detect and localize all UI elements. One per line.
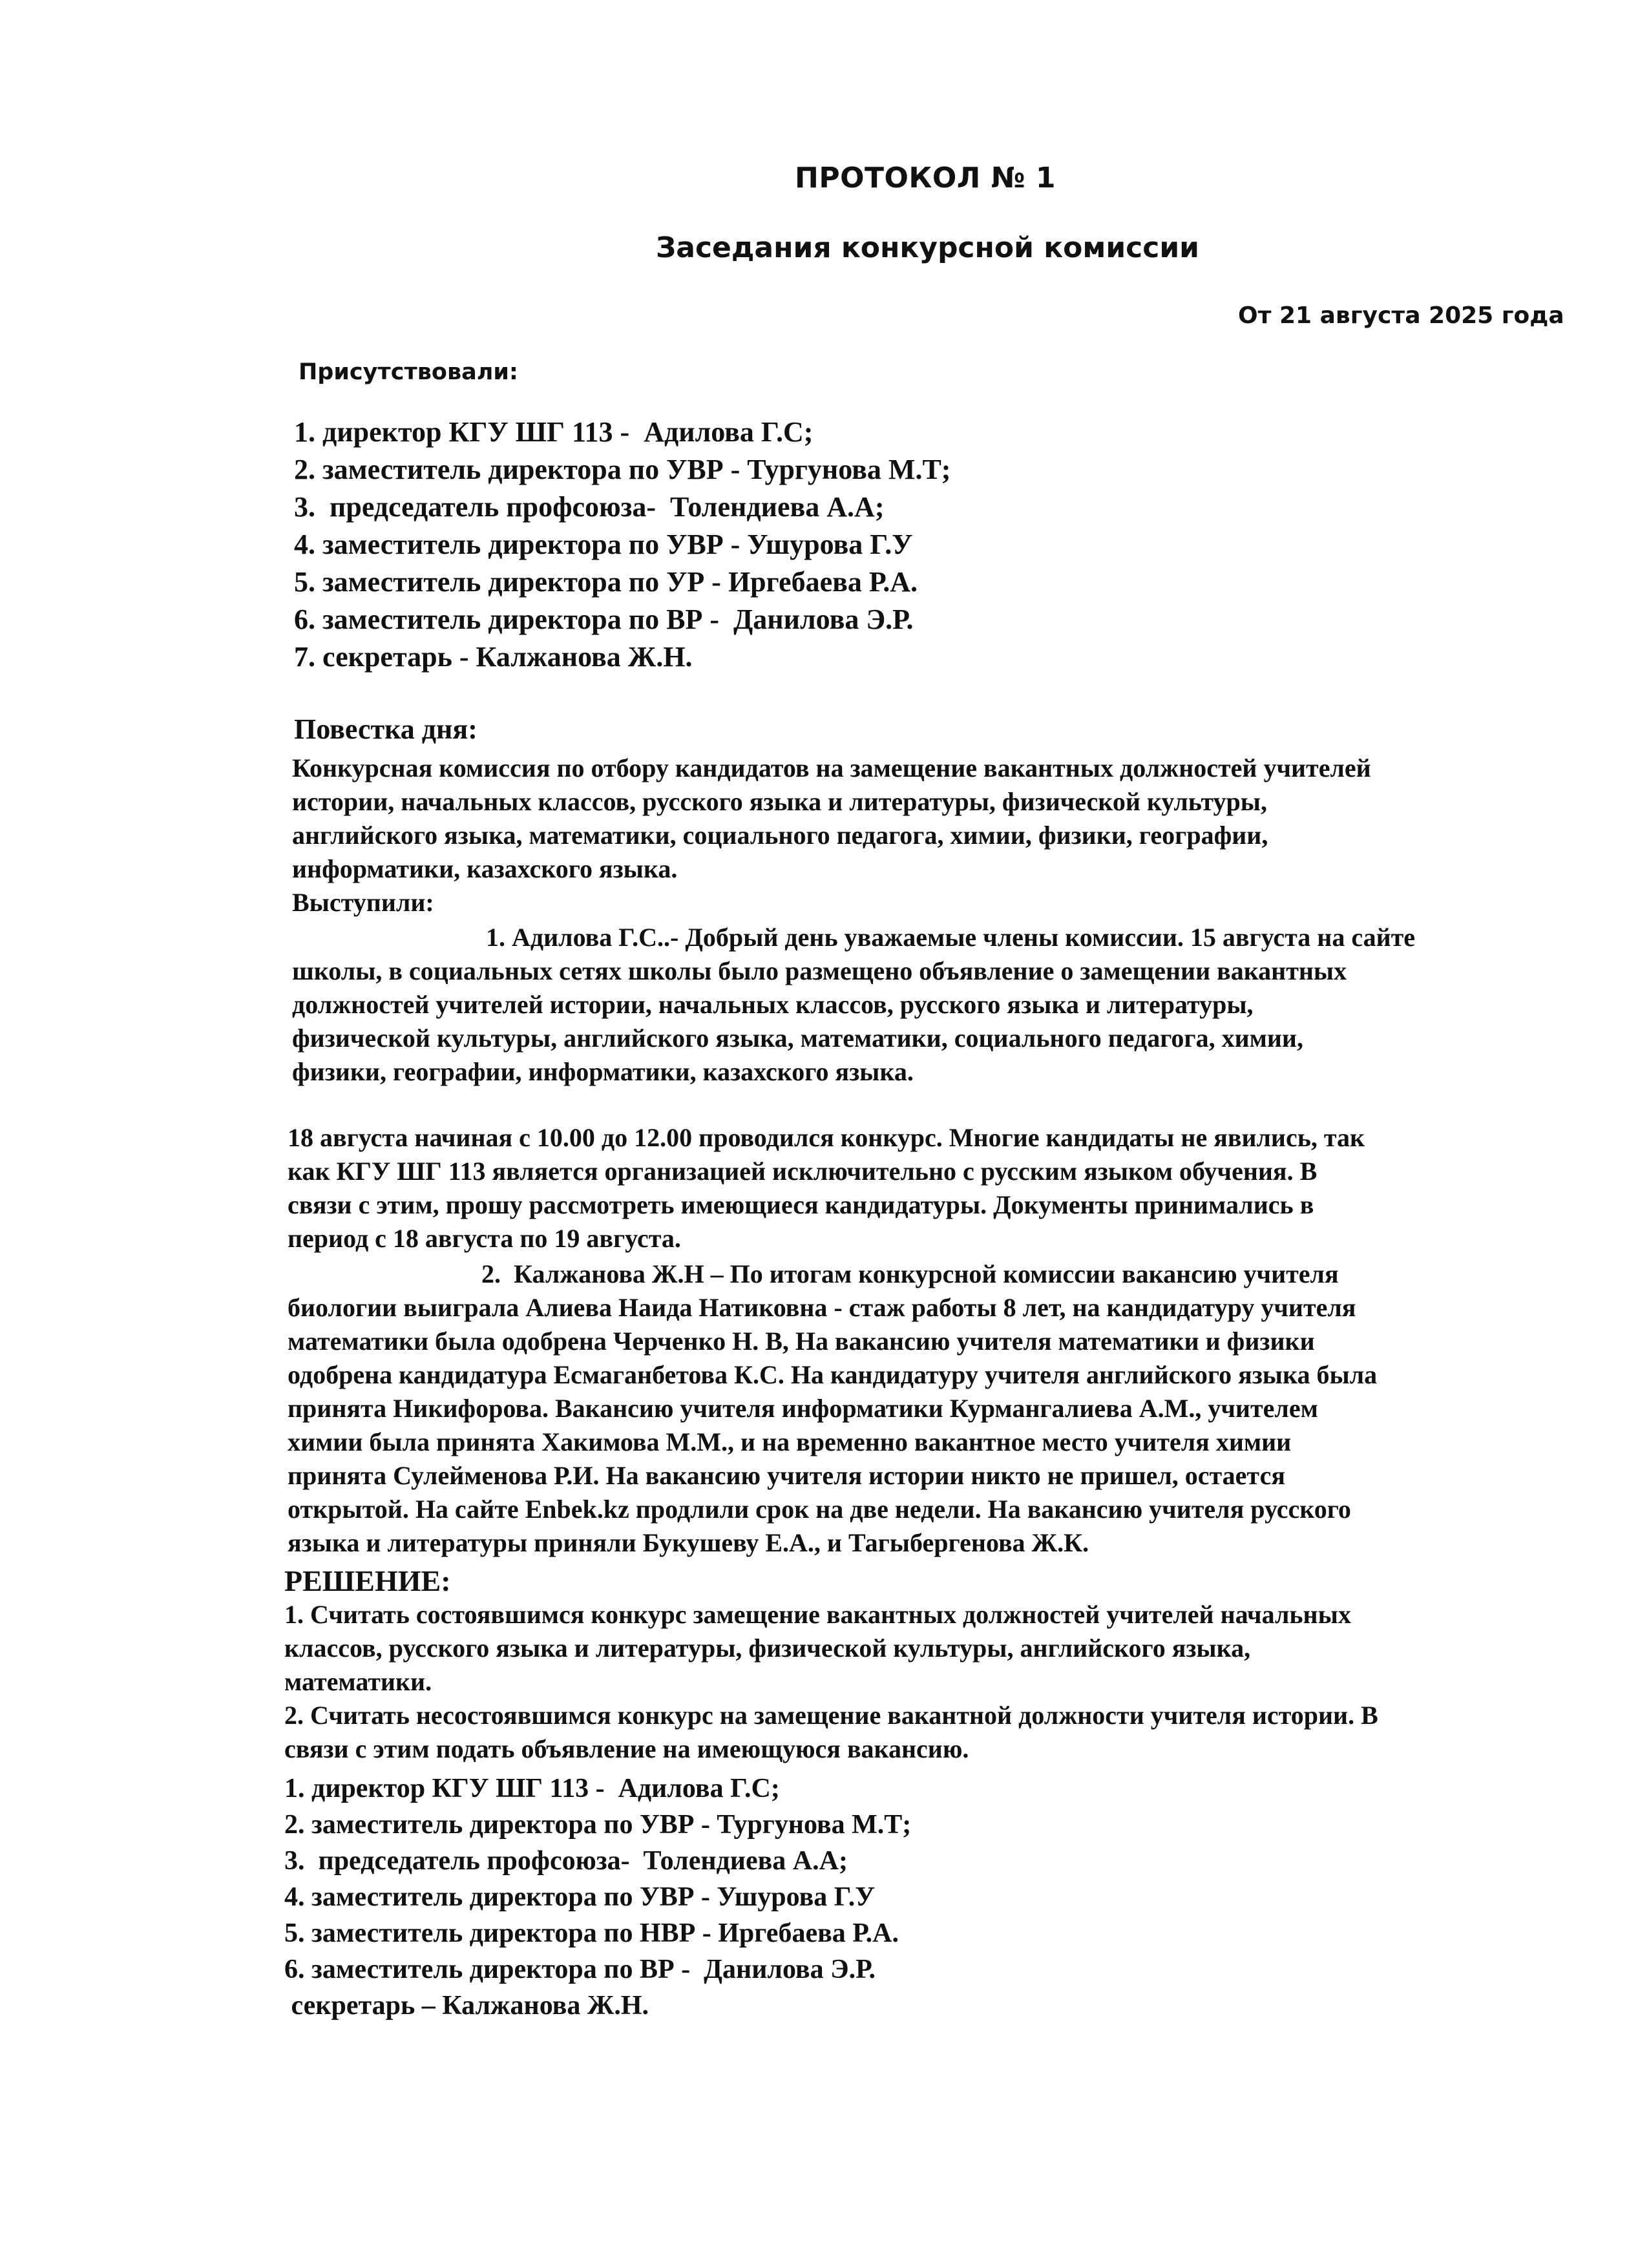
- contest-line: связи с этим, прошу рассмотреть имеющиеся кандидатуры. Документы принимались в: [288, 1190, 1314, 1219]
- contest-line: 18 августа начиная с 10.00 до 12.00 проводился конкурс. Многие кандидаты не явились, так: [288, 1123, 1365, 1152]
- signers-list: [284, 1770, 911, 2024]
- speech-2-line: биологии выиграла Алиева Наида Натиковна - стаж работы 8 лет, на кандидатуру учителя: [288, 1293, 1356, 1322]
- decision-title: РЕШЕНИЕ:: [284, 1564, 451, 1597]
- page-title: ПРОТОКОЛ № 1: [795, 162, 1056, 194]
- speech-1-line: должностей учителей истории, начальных классов, русского языка и литературы,: [292, 990, 1254, 1019]
- decision-line: 1. Считать состоявшимся конкурс замещение вакантных должностей учителей начальных: [284, 1600, 1351, 1629]
- speech-1-line: физики, географии, информатики, казахского языка.: [292, 1057, 914, 1086]
- member-item: 4. заместитель директора по УВР - Ушурова Г.У: [294, 529, 913, 560]
- decision-line: связи с этим подать объявление на имеющуюся вакансию.: [284, 1734, 969, 1763]
- contest-line: период с 18 августа по 19 августа.: [288, 1224, 681, 1253]
- decision-line: 2. Считать несостоявшимся конкурс на замещение вакантной должности учителя истории. В: [284, 1701, 1378, 1730]
- speech-2-line: химии была принята Хакимова М.М., и на временно вакантное место учителя химии: [288, 1427, 1292, 1456]
- spoke-label: Выступили:: [292, 888, 434, 917]
- members-list: [294, 414, 951, 676]
- speech-2-line: принята Никифорова. Вакансию учителя информатики Курмангалиева А.М., учителем: [288, 1394, 1318, 1423]
- agenda-title: Повестка дня:: [294, 713, 478, 745]
- member-item: 7. секретарь - Калжанова Ж.Н.: [294, 641, 693, 673]
- speech-1-line: 1. Адилова Г.С..- Добрый день уважаемые члены комиссии. 15 августа на сайте: [292, 923, 1416, 952]
- agenda-line: истории, начальных классов, русского языка и литературы, физической культуры,: [292, 787, 1268, 816]
- signer-item: 6. заместитель директора по ВР - Данилова Э.Р.: [284, 1955, 876, 1984]
- agenda-line: Конкурсная комиссия по отбору кандидатов на замещение вакантных должностей учителей: [292, 753, 1371, 782]
- signer-item: 2. заместитель директора по УВР - Тургунова М.Т;: [284, 1810, 912, 1840]
- speech-2-line: языка и литературы приняли Букушеву Е.А., и Тагыбергенова Ж.К.: [288, 1528, 1089, 1557]
- protocol-date: От 21 августа 2025 года: [1238, 302, 1564, 329]
- speech-2-line: одобрена кандидатура Есмаганбетова К.С. На кандидатуру учителя английского языка была: [288, 1360, 1378, 1389]
- decision-line: математики.: [284, 1667, 432, 1696]
- speech-1-line: физической культуры, английского языка, математики, социального педагога, химии,: [292, 1024, 1303, 1053]
- speech-2-line: открытой. На сайте Enbek.kz продлили срок на две недели. На вакансию учителя русского: [288, 1495, 1351, 1524]
- agenda-line: английского языка, математики, социального педагога, химии, физики, географии,: [292, 821, 1268, 850]
- contest-line: как КГУ ШГ 113 является организацией исключительно с русским языком обучения. В: [288, 1157, 1318, 1186]
- member-item: 5. заместитель директора по УР - Иргебаева Р.А.: [294, 566, 918, 598]
- contest-paragraph: [288, 1121, 1365, 1255]
- signer-item: 4. заместитель директора по УВР - Ушурова Г.У: [284, 1882, 876, 1912]
- speech-2-line: математики была одобрена Черченко Н. В, На вакансию учителя математики и физики: [288, 1327, 1315, 1356]
- signer-item: 5. заместитель директора по НВР - Иргебаева Р.А.: [284, 1918, 899, 1948]
- member-item: 3. председатель профсоюза- Толендиева А.А;: [294, 491, 885, 523]
- page-subtitle: Заседания конкурсной комиссии: [656, 231, 1200, 264]
- agenda-text: [292, 751, 1539, 886]
- present-label: Присутствовали:: [299, 359, 518, 385]
- member-item: 6. заместитель директора по ВР - Данилова Э.Р.: [294, 604, 914, 635]
- signer-item: 3. председатель профсоюза- Толендиева А.А;: [284, 1846, 848, 1876]
- signer-item: секретарь – Калжанова Ж.Н.: [284, 1991, 649, 2021]
- member-item: 1. директор КГУ ШГ 113 - Адилова Г.С;: [294, 416, 814, 448]
- member-item: 2. заместитель директора по УВР - Тургунова М.Т;: [294, 454, 951, 485]
- speech-1-line: школы, в социальных сетях школы было размещено объявление о замещении вакантных: [292, 956, 1347, 985]
- speech-2: [288, 1257, 1377, 1560]
- speech-2-line: 2. Калжанова Ж.Н – По итогам конкурсной комиссии вакансию учителя: [288, 1259, 1339, 1288]
- decision-line: классов, русского языка и литературы, физической культуры, английского языка,: [284, 1633, 1251, 1663]
- agenda-line: информатики, казахского языка.: [292, 854, 678, 883]
- speech-2-line: принята Сулейменова Р.И. На вакансию учителя истории никто не пришел, остается: [288, 1461, 1285, 1490]
- speech-1: [292, 921, 1415, 1089]
- signer-item: 1. директор КГУ ШГ 113 - Адилова Г.С;: [284, 1774, 780, 1803]
- decision-text: [284, 1598, 1378, 1766]
